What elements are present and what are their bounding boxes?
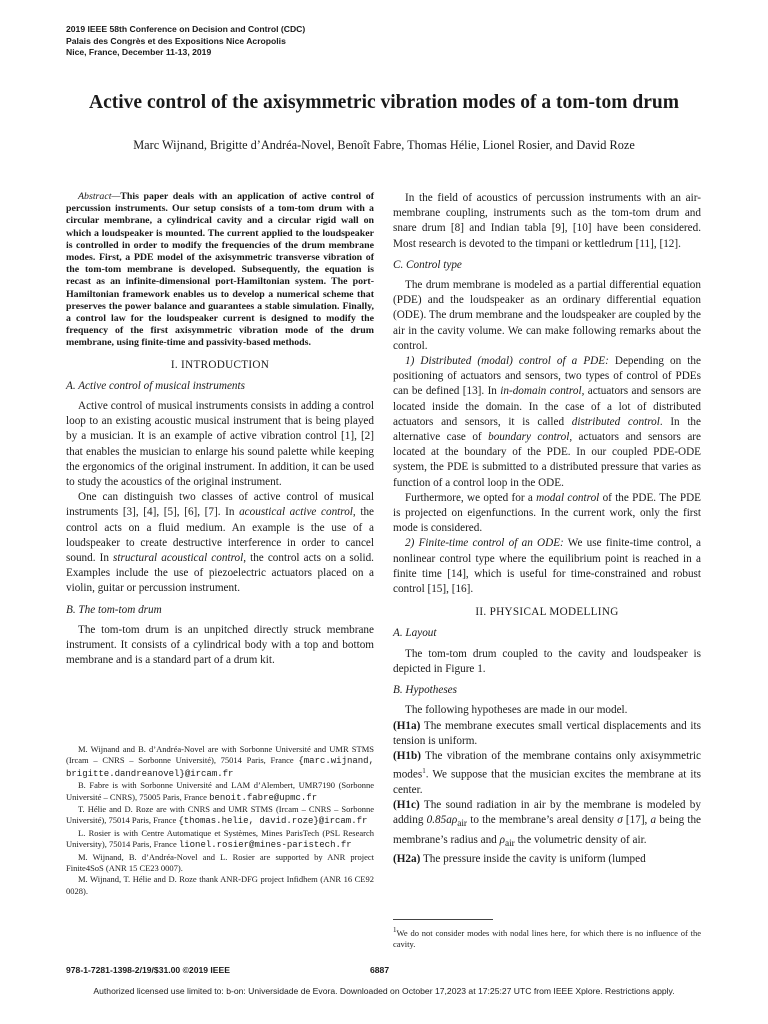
funding-note: M. Wijnand, B. d’Andréa-Novel and L. Rosier are supported by ANR project Finite4SoS (ANR 15 CE23 0007). — [66, 851, 374, 874]
funding-note: M. Wijnand, T. Hélie and D. Roze thank ANR-DFG project Infidhem (ANR 16 CE92 0028). — [66, 874, 374, 896]
email-link[interactable]: lionel.rosier@mines-paristech.fr — [178, 840, 352, 851]
section-heading-physical-modelling: II. PHYSICAL MODELLING — [475, 606, 619, 619]
paper-authors: Marc Wijnand, Brigitte d’Andréa-Novel, Benoît Fabre, Thomas Hélie, Lionel Rosier, and David Roze — [133, 138, 635, 152]
hypothesis-h1b: (H1b) The vibration of the membrane contains only axisymmetric modes$^1$. We suppose that the musician excites the membrane at its center. — [393, 749, 701, 797]
conference-venue: Palais des Congrès et des Expositions Nice Acropolis — [66, 35, 286, 46]
subsection-heading: A. Layout — [393, 627, 437, 640]
paragraph: The drum membrane is modeled as a partial differential equation (PDE) and the loudspeaker as an ordinary differential equation (ODE). The drum membrane and the loudspeaker are coupled by the air in the cavity volume. We can make following remarks about the control. — [393, 279, 701, 352]
isbn-copyright: 978-1-7281-1398-2/19/$31.00 ©2019 IEEE — [66, 965, 231, 975]
abstract: Abstract—This paper deals with an application of active control of percussion instruments. Our setup consists of a tom-tom drum with a circular membrane, a cylindrical cavity and a circular rigid wall on which a loudspeaker is mounted. The current applied to the loudspeaker is controlled in order to modify the frequencies of the drum membrane modes. First, a PDE model of the axisymmetric transverse vibration of the tom-tom membrane is developed. Subsequently, the equation is recast as an infinite-dimensional port-Hamiltonian system. The port-Hamiltonian framework enables us to develop a numerical scheme that preserves the power balance and guarantees a stable simulation. Finally, a control law for the loudspeaker current is designed to modify the frequency of the first axisymmetric vibration mode of the drum membrane, using finite-time and passivity-based methods. — [66, 191, 374, 349]
email-link[interactable]: {thomas.helie, david.roze}@ircam.fr — [178, 816, 368, 827]
subsection-heading: C. Control type — [393, 258, 462, 271]
conference-dates: Nice, France, December 11-13, 2019 — [66, 47, 212, 57]
footnote — [393, 919, 701, 950]
page-number: 6887 — [370, 965, 390, 975]
affiliations-footnote — [66, 744, 374, 897]
footnote-ref[interactable]: 1 — [422, 767, 426, 776]
affiliation: M. Wijnand and B. d’Andréa-Novel are with Sorbonne Université and UMR STMS (Ircam – CNRS – Sorbonne Université), 75014 Paris, France {marc.wijnand, brigitte.dandreanovel}@ircam.fr — [66, 744, 374, 779]
footnote-text: We do not consider modes with nodal lines here, for which there is no influence of the cavity. — [393, 927, 701, 949]
paragraph: 2) Finite-time control of an ODE: We use finite-time control, a nonlinear control type where the equilibrium point is reached in a finite time [14], which is useful for time-constrained and robust control [15], [16]. — [393, 537, 701, 596]
conference-name: 2019 IEEE 58th Conference on Decision and Control (CDC) — [66, 24, 306, 34]
email-link[interactable]: {marc.wijnand, brigitte.dandreanovel}@ircam.fr — [66, 756, 374, 779]
paragraph: The following hypotheses are made in our model. — [405, 704, 628, 717]
hypothesis-h1c: (H1c) The sound radiation in air by the membrane is modeled by adding $0.85a\rho_{air}$ to the membrane’s areal density σ [17], a being the membrane’s radius and $\rho_{air}$ the volumetric density of air. — [393, 799, 702, 850]
left-column — [66, 191, 374, 669]
subsection-heading: B. Hypotheses — [393, 684, 458, 697]
paragraph: 1) Distributed (modal) control of a PDE: Depending on the positioning of actuators and sensors, two types of control of PDEs can be defined [13]. In in-domain control, actuators and sensors are located inside the domain. In the case of a lot of distributed actuators and sensors, it is called distributed control. In the alternative case of boundary control, actuators and sensors are located at the boundary of the PDE. In our coupled PDE-ODE system, the PDE is submitted to a distributed pressure that varies as function of a control loop in the ODE. — [393, 355, 701, 489]
paragraph: The tom-tom drum coupled to the cavity and loudspeaker is depicted in Figure 1. — [393, 647, 701, 675]
affiliation: L. Rosier is with Centre Automatique et Systèmes, Mines ParisTech (PSL Research University), 75014 Paris, France lionel.rosier@mines-paristech.fr — [66, 827, 374, 851]
footnote-rule — [393, 919, 493, 920]
license-notice: Authorized licensed use limited to: b-on: Universidade de Evora. Downloaded on October 17,2023 at 17:25:27 UTC from IEEE Xplore. Restrictions apply. — [93, 986, 675, 996]
footnote-mark: 1 — [393, 926, 397, 934]
paragraph: Furthermore, we opted for a modal control of the PDE. The PDE is projected on eigenfunctions. In the current work, only the first mode is considered. — [393, 491, 701, 535]
email-link[interactable]: benoit.fabre@upmc.fr — [209, 792, 318, 803]
paper-title: Active control of the axisymmetric vibration modes of a tom-tom drum — [89, 92, 679, 113]
abstract-text: This paper deals with an application of active control of percussion instruments. Our setup consists of a tom-tom drum with a circular membrane, a cylindrical cavity and a circular rigid wall on which a loudspeaker is mounted. The current applied to the loudspeaker is controlled in order to modify the frequencies of the drum membrane modes. First, a PDE model of the axisymmetric transverse vibration of the tom-tom membrane is developed. Subsequently, the equation is recast as an infinite-dimensional port-Hamiltonian system. The port-Hamiltonian framework enables us to develop a numerical scheme that preserves the power balance and guarantees a stable simulation. Finally, a control law for the loudspeaker current is designed to modify the frequency of the first axisymmetric vibration mode of the drum membrane, using finite-time and passivity-based methods. — [66, 191, 374, 349]
paragraph: In the field of acoustics of percussion instruments with an air-membrane coupling, instruments such as the tom-tom drum and snare drum [8] and Indian tabla [9], [10] have been considered. Most research is devoted to the timpani or kettledrum [11], [12]. — [393, 192, 701, 250]
paragraph: The tom-tom drum is an unpitched directly struck membrane instrument. It consists of a cylindrical body with a top and bottom membrane and is a standard part of a drum kit. — [66, 623, 374, 667]
abstract-label: Abstract — [78, 191, 112, 202]
hypothesis-h2a: (H2a) The pressure inside the cavity is uniform (lumped — [393, 853, 646, 866]
subsection-heading: A. Active control of musical instruments — [66, 379, 245, 392]
paragraph: Active control of musical instruments consists in adding a control loop to an existing acoustic musical instrument that is being played by a musician. It is an example of active vibration control [1], [2] that enables the musician to enlarge his sound palette while keeping the ergonomics of the original instrument. In addition, it can be used to study the acoustics of the original instrument. — [66, 400, 374, 489]
affiliation: B. Fabre is with Sorbonne Université and LAM d’Alembert, UMR7190 (Sorbonne Université – CNRS), 75005 Paris, France benoit.fabre@upmc.fr — [66, 780, 374, 803]
subsection-heading: B. The tom-tom drum — [66, 603, 162, 616]
affiliation: T. Hélie and D. Roze are with CNRS and UMR STMS (Ircam – CNRS – Sorbonne Université), 75014 Paris, France {thomas.helie, david.roze}@ircam.fr — [66, 804, 374, 827]
paragraph: One can distinguish two classes of active control of musical instruments [3], [4], [5], [6], [7]. In acoustical active control, the control acts on a fluid medium. An example is the use of a loudspeaker to create destructive interference in order to cancel sound. In structural acoustical control, the control acts on a solid. Examples include the use of piezoelectric actuators placed on a violin, guitar or percussion instrument. — [66, 491, 375, 595]
right-column — [393, 191, 701, 868]
conference-header — [66, 24, 305, 59]
hypothesis-h1a: (H1a) The membrane executes small vertical displacements and its tension is uniform. — [393, 719, 701, 747]
section-heading-introduction: I. INTRODUCTION — [170, 358, 270, 371]
